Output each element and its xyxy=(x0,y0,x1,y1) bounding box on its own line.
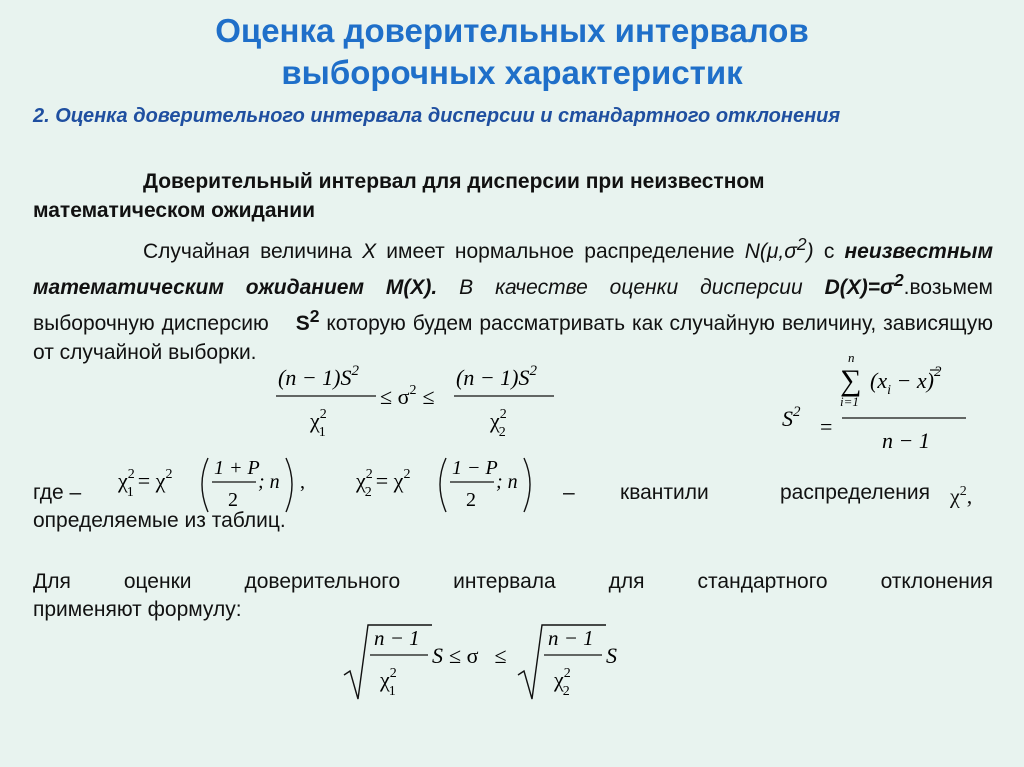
para-text-3: с xyxy=(813,240,845,263)
svg-text:χ21= χ2 xyxy=(117,467,172,500)
svg-text:≤ σ2≤ xyxy=(380,383,435,409)
dist-close: ) xyxy=(806,240,814,263)
where-line-2: определяемые из таблиц. xyxy=(33,509,286,532)
fi-chi2: χ xyxy=(490,408,500,433)
formula-std-interval xyxy=(340,615,630,710)
fv-lhs-sup: 2 xyxy=(793,404,801,420)
chi2-frac-num: 1 − P xyxy=(452,457,498,479)
svg-text:χ22= χ2 xyxy=(355,467,410,500)
where-label: где – xyxy=(33,481,82,504)
fs-chi1-sub: 1 xyxy=(388,684,396,699)
formula-variance-interval xyxy=(270,358,570,458)
fs-chi2-sup: 2 xyxy=(563,666,571,681)
para-text-5: .возьмем выборочную дисперсию xyxy=(33,276,993,335)
fs-chi1: χ xyxy=(380,667,390,692)
svg-text:χ21 xyxy=(379,666,397,699)
fs-s2: S xyxy=(606,643,617,668)
fv-sq: 2 xyxy=(933,364,942,380)
fi-middle-sup: 2 xyxy=(409,383,417,398)
std-text-line-1: Для оценки доверительного интервала для стандартного отклонения xyxy=(33,570,993,593)
title-line-1: Оценка доверительных интервалов xyxy=(215,12,809,49)
chi1-comma: , xyxy=(300,471,305,493)
chi2-lhs-sup: 2 xyxy=(365,467,373,482)
dist-notation: N(μ,σ xyxy=(744,240,797,263)
dx-sup: 2 xyxy=(893,270,904,290)
heading-line-2: математическом ожидании xyxy=(33,199,316,222)
dist-sup: 2 xyxy=(796,234,807,254)
fv-minus-xbar: − x xyxy=(890,368,927,393)
fi-middle: ≤ σ xyxy=(380,384,410,409)
where-dash: – xyxy=(563,481,575,504)
chi1-frac-den: 2 xyxy=(228,489,238,511)
fi-chi2-sub: 2 xyxy=(498,425,506,440)
svg-text:χ21 xyxy=(309,407,327,440)
quantile-chi-comma: , xyxy=(966,483,973,509)
svg-text:χ22 xyxy=(489,407,507,440)
bold-phrase: неизвестным математическим ожиданием M(X). xyxy=(33,240,994,299)
fi-num-sup: 2 xyxy=(351,363,359,379)
chi1-lhs-sup: 2 xyxy=(127,467,135,482)
fs-num2: n − 1 xyxy=(548,626,594,650)
fv-sum: ∑ xyxy=(840,364,862,397)
s-notation: S xyxy=(295,312,310,335)
fs-s1: S xyxy=(432,643,443,668)
fi-chi2-sup: 2 xyxy=(499,407,507,422)
fv-sum-bottom: i=1 xyxy=(840,394,859,409)
chi1-lhs-sub: 1 xyxy=(126,485,134,500)
fs-chi2-sub: 2 xyxy=(562,684,570,699)
fs-middle: ≤ σ xyxy=(449,643,479,668)
fv-denom: n − 1 xyxy=(882,428,930,453)
fs-num1: n − 1 xyxy=(374,626,420,650)
fi-chi1: χ xyxy=(310,408,320,433)
title-line-2: выборочных характеристик xyxy=(281,54,743,91)
section-heading xyxy=(33,167,993,225)
fv-sum-top: n xyxy=(848,350,855,365)
dx-notation: D(X)=σ xyxy=(824,276,894,299)
page-title xyxy=(0,10,1024,94)
fi-chi1-sup: 2 xyxy=(319,407,327,422)
fv-term-sub: i xyxy=(887,383,891,398)
chi2-frac-den: 2 xyxy=(466,489,476,511)
para-text-4: В качестве оценки дисперсии xyxy=(437,276,825,299)
fv-close: ) xyxy=(926,368,934,393)
fi-chi1-sub: 1 xyxy=(318,425,326,440)
quantile-chi-sup: 2 xyxy=(959,484,967,499)
chi2-lhs: χ xyxy=(356,468,366,493)
svg-text:χ22 xyxy=(553,666,571,699)
s-sup: 2 xyxy=(309,306,320,326)
chi1-eq: = χ xyxy=(137,468,166,493)
quantile-chi-symbol: χ xyxy=(950,483,960,509)
std-text-line-2: применяют формулу: xyxy=(33,598,242,621)
chi1-semi-n: ; n xyxy=(258,471,280,493)
chi1-lhs: χ xyxy=(118,468,128,493)
para-text-1: Случайная величина xyxy=(143,240,363,263)
fv-term: (x xyxy=(870,368,888,393)
chi1-frac-num: 1 + P xyxy=(214,457,260,479)
formula-sample-variance xyxy=(782,350,982,460)
heading-line-1: Доверительный интервал для дисперсии при неизвестном xyxy=(143,170,765,193)
quantile-text: квантили распределения xyxy=(620,481,930,504)
fi-num-right: (n − 1)S xyxy=(456,365,530,390)
fi-num-left: (n − 1)S xyxy=(278,365,352,390)
para-text-2: имеет нормальное распределение xyxy=(376,240,745,263)
svg-text:S2 xyxy=(782,404,801,431)
fi-num-right-sup: 2 xyxy=(529,363,537,379)
quantile-chi xyxy=(950,478,972,510)
fv-lhs: S xyxy=(782,406,793,431)
para-text-6: которую будем рассматривать как случайную величину, зависящую от случайной выборки. xyxy=(33,312,993,364)
intro-paragraph xyxy=(33,230,993,367)
chi2-semi-n: ; n xyxy=(496,471,518,493)
fv-eq: = xyxy=(820,414,833,439)
chi2-eq-sup: 2 xyxy=(403,467,411,482)
section-subtitle: 2. Оценка доверительного интервала дисперсии и стандартного отклонения xyxy=(33,105,841,127)
chi2-lhs-sub: 2 xyxy=(364,485,372,500)
fs-chi2: χ xyxy=(554,667,564,692)
svg-text:(n − 1)S2 xyxy=(278,363,360,390)
var-x: X xyxy=(362,240,377,263)
fi-leq: ≤ xyxy=(422,384,435,409)
svg-text:(xi − x)2 xyxy=(870,364,942,398)
chi2-eq: = χ xyxy=(375,468,404,493)
formula-chi2-definition xyxy=(354,450,554,522)
svg-text:(n − 1)S2 xyxy=(456,363,538,390)
svg-text:S≤ σ≤ xyxy=(432,643,507,668)
fs-leq: ≤ xyxy=(494,643,507,668)
chi1-eq-sup: 2 xyxy=(165,467,173,482)
fs-chi1-sup: 2 xyxy=(389,666,397,681)
